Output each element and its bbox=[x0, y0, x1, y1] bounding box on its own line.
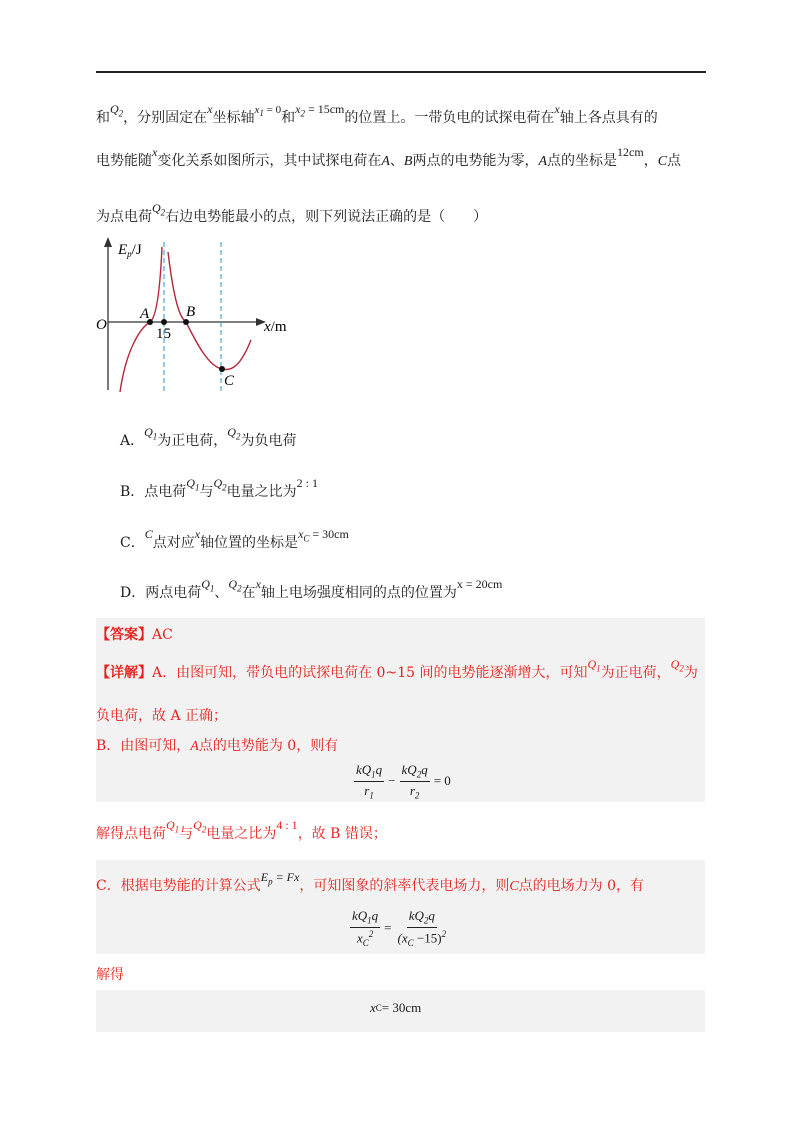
equation-1: $\frac{kQ_1q}{r_1}$ − $\frac{kQ_2q}{r_2}$ = 0 bbox=[356, 762, 451, 801]
point-a-label: A bbox=[140, 306, 150, 322]
detail-line-b: B．由图可知，A点的电势能为 0，则有 bbox=[96, 738, 339, 754]
question-line-1: 和$Q_2$，分别固定在x坐标轴$^{x_1 = 0}$和$x_2 = 15cm$的位置上。一带负电的试探电荷在x轴上各点具有的 bbox=[96, 102, 658, 126]
question-line-3: 为点电荷$Q_2$右边电势能最小的点，则下列说法正确的是（ ） bbox=[96, 201, 488, 225]
point-15-marker bbox=[161, 319, 167, 325]
point-c-marker bbox=[219, 366, 225, 372]
q2-symbol: $Q_2$ bbox=[152, 201, 166, 218]
option-b: B．点电荷$Q_1$与$Q_2$电量之比为2 : 1 bbox=[120, 476, 318, 500]
right-curve bbox=[168, 252, 251, 370]
option-d: D．两点电荷$Q_1$、$Q_2$在x轴上电场强度相同的点的位置为x = 20cm bbox=[120, 577, 503, 601]
point-b-label: B bbox=[186, 304, 196, 320]
option-a: A．$Q_1$为正电荷，$Q_2$为负电荷 bbox=[120, 425, 297, 449]
y-axis-label: $E_p/J$ bbox=[118, 242, 142, 259]
point-c-label: C bbox=[224, 373, 235, 389]
answer-line: 【答案】AC bbox=[96, 627, 173, 643]
header-rule bbox=[96, 71, 706, 73]
tick-15-label: 15 bbox=[156, 326, 171, 342]
detail-solve-1: 解得点电荷$Q_1$与$Q_2$电量之比为4 : 1，故 B 错误； bbox=[96, 818, 387, 842]
detail-line-a: 【详解】A．由图可知，带负电的试探电荷在 0~15 间的电势能逐渐增大，可知$Q_1$为正电荷，$Q_2$为 bbox=[96, 657, 698, 681]
x2-eq: $x_2 = 15cm$ bbox=[295, 102, 345, 119]
x1-eq: x1 = 0 bbox=[254, 104, 282, 119]
detail-solve-2: 解得 bbox=[96, 967, 124, 983]
q2-symbol: $Q_2$ bbox=[110, 102, 124, 119]
y-axis-arrow-icon bbox=[104, 237, 112, 247]
origin-label: O bbox=[96, 317, 107, 333]
detail-line-c: C．根据电势能的计算公式$E_p = Fx$，可知图象的斜率代表电场力，则C点的电场力为 0，有 bbox=[96, 870, 645, 894]
x-axis-label: x/m bbox=[264, 319, 287, 335]
equation-2: $\frac{kQ_1q}{x_C^2}$ = $\frac{kQ_2q}{(x_C -15)^2}$ bbox=[352, 908, 447, 948]
question-line-2: 电势能随x变化关系如图所示，其中试探电荷在A、B两点的电势能为零，A点的坐标是12cm，C点 bbox=[96, 145, 682, 169]
option-c: C．C点对应x轴位置的坐标是$x_C = 30cm$ bbox=[120, 527, 349, 551]
detail-line-a2: 负电荷，故 A 正确； bbox=[96, 708, 228, 724]
result-equation: x C = 30cm bbox=[370, 1000, 422, 1015]
potential-energy-graph bbox=[96, 232, 326, 400]
